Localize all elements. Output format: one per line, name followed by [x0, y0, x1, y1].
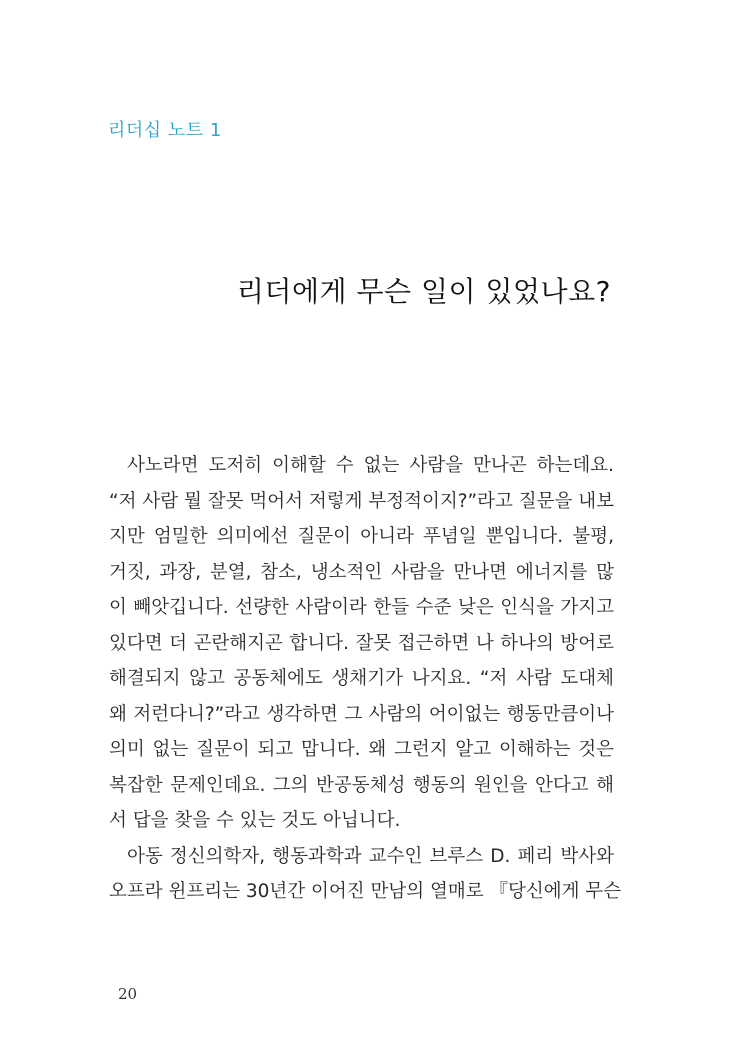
body-line: 있다면 더 곤란해지곤 합니다. 잘못 접근하면 나 하나의 방어로	[109, 632, 614, 654]
section-label: 리더십 노트 1	[108, 120, 222, 141]
chapter-title: 리더에게 무슨 일이 있었나요?	[236, 275, 611, 308]
body-line: 사노라면 도저히 이해할 수 없는 사람을 만나곤 하는데요.	[127, 455, 614, 476]
body-line: 해결되지 않고 공동체에도 생채기가 나지요. “저 사람 도대체	[109, 668, 614, 689]
body-line: 의미 없는 질문이 되고 맙니다. 왜 그런지 알고 이해하는 것은	[109, 739, 614, 760]
page-number: 20	[118, 985, 138, 1003]
body-line: 지만 엄밀한 의미에선 질문이 아니라 푸념일 뿐입니다. 불평,	[109, 526, 614, 547]
body-line: 오프라 윈프리는 30년간 이어진 만남의 열매로 『당신에게 무슨	[109, 881, 622, 902]
body-text	[109, 448, 622, 910]
body-line: 왜 저런다니?”라고 생각하면 그 사람의 어이없는 행동만큼이나	[109, 703, 614, 725]
body-line: 아동 정신의학자, 행동과학과 교수인 브루스 D. 페리 박사와	[127, 845, 614, 867]
body-line: “저 사람 뭘 잘못 먹어서 저렇게 부정적이지?”라고 질문을 내보	[109, 490, 614, 512]
body-line: 서 답을 찾을 수 있는 것도 아닙니다.	[109, 810, 401, 831]
body-line: 거짓, 과장, 분열, 참소, 냉소적인 사람을 만나면 에너지를 많	[109, 561, 614, 583]
body-line: 복잡한 문제인데요. 그의 반공동체성 행동의 원인을 안다고 해	[109, 774, 614, 796]
body-line: 이 빼앗깁니다. 선량한 사람이라 한들 수준 낮은 인식을 가지고	[109, 597, 614, 618]
